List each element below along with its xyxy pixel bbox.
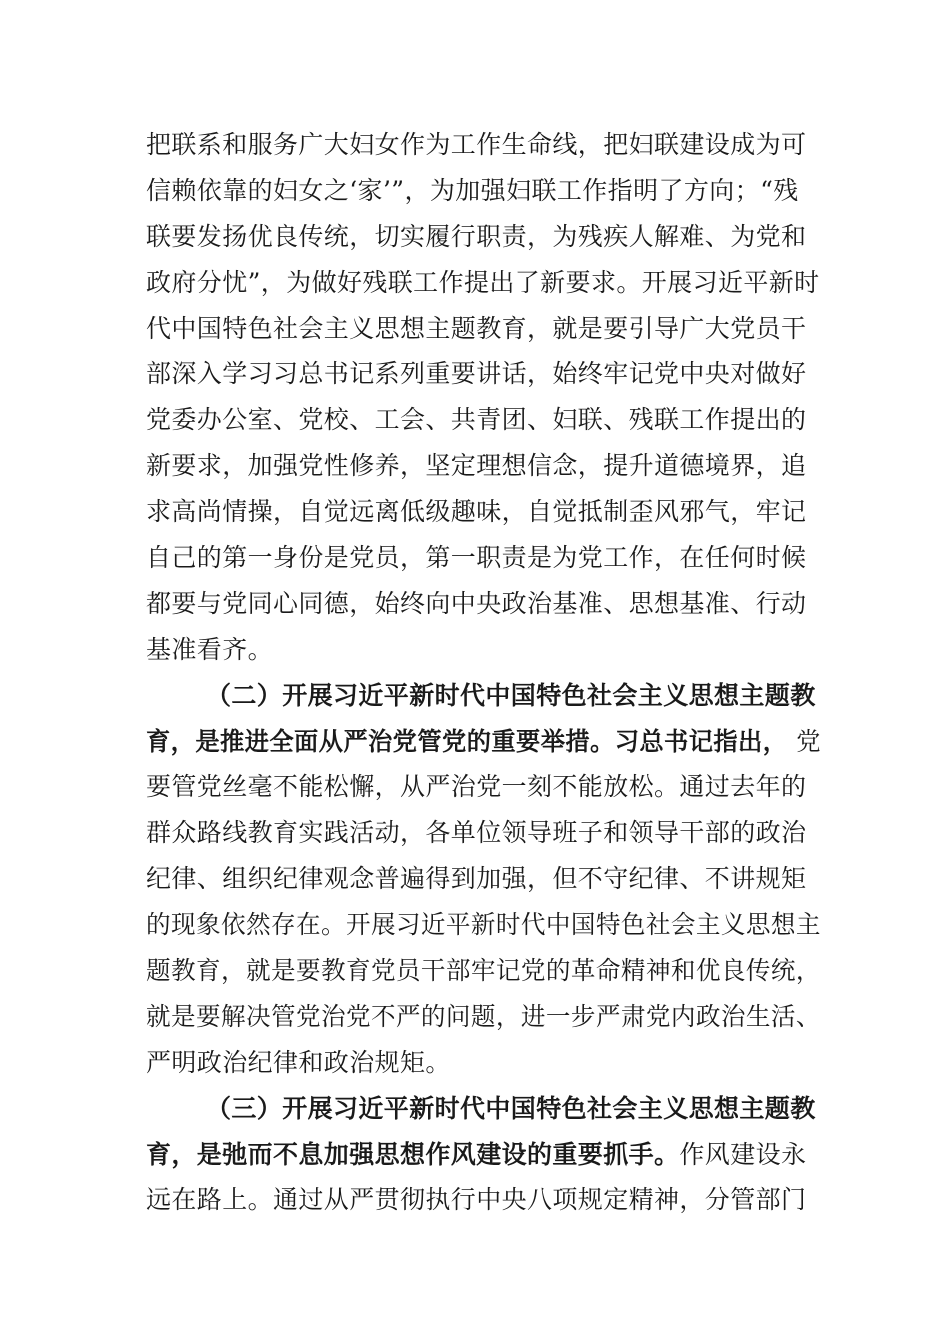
bold-heading-text: 育，是弛而不息加强思想作风建设的重要抓手。 [146,1139,680,1169]
text-line [146,397,821,443]
line-text: 的现象依然存在。开展习近平新时代中国特色社会主义思想主 [146,910,821,940]
text-line [146,902,821,948]
text-line [146,810,821,856]
line-text: 题教育，就是要教育党员干部牢记党的革命精神和优良传统， [146,956,821,986]
text-line [146,1086,821,1132]
body-text [146,122,821,1223]
text-line [146,719,821,765]
line-text: 作风建设永 [679,1139,807,1169]
bold-heading-text: 育，是推进全面从严治党管党的重要举措。习总书记指出， [146,726,797,756]
line-text: 自己的第一身份是党员，第一职责是为党工作，在任何时候 [146,543,807,573]
line-text: 都要与党同心同德，始终向中央政治基准、思想基准、行动 [146,588,807,618]
line-text: 信赖依靠的妇女之‘家’”，为加强妇联工作指明了方向；“残 [146,175,799,205]
bold-heading-text: （三）开展习近平新时代中国特色社会主义思想主题教 [206,1093,816,1123]
line-text: 纪律、组织纪律观念普遍得到加强，但不守纪律、不讲规矩 [146,864,807,894]
text-line [146,214,821,260]
text-line [146,994,821,1040]
text-line [146,260,821,306]
text-line [146,168,821,214]
line-text: 要管党丝毫不能松懈，从严治党一刻不能放松。通过去年的 [146,772,807,802]
line-text: 就是要解决管党治党不严的问题，进一步严肃党内政治生活、 [146,1001,821,1031]
text-line [146,1132,821,1178]
line-text: 求高尚情操，自觉远离低级趣味，自觉抵制歪风邪气，牢记 [146,497,807,527]
text-line [146,306,821,352]
text-line [146,122,821,168]
line-text: 党 [796,726,821,756]
line-text: 部深入学习习总书记系列重要讲话，始终牢记党中央对做好 [146,359,807,389]
text-line [146,443,821,489]
line-text: 党委办公室、党校、工会、共青团、妇联、残联工作提出的 [146,405,807,435]
line-text: 群众路线教育实践活动，各单位领导班子和领导干部的政治 [146,818,807,848]
text-line [146,351,821,397]
line-text: 新要求，加强党性修养，坚定理想信念，提升道德境界，追 [146,451,807,481]
text-line [146,764,821,810]
text-line [146,856,821,902]
line-text: 代中国特色社会主义思想主题教育，就是要引导广大党员干 [146,313,807,343]
bold-heading-text: （二）开展习近平新时代中国特色社会主义思想主题教 [206,680,816,710]
text-line [146,948,821,994]
text-line [146,489,821,535]
text-line [146,673,821,719]
text-line [146,581,821,627]
text-line [146,1040,821,1086]
text-line [146,1177,821,1223]
line-text: 远在路上。通过从严贯彻执行中央八项规定精神，分管部门 [146,1185,807,1215]
line-text: 政府分忧”，为做好残联工作提出了新要求。开展习近平新时 [146,267,820,297]
text-line [146,627,821,673]
line-text: 把联系和服务广大妇女作为工作生命线，把妇联建设成为可 [146,130,807,159]
line-text: 严明政治纪律和政治规矩。 [146,1047,451,1077]
text-line [146,535,821,581]
line-text: 基准看齐。 [146,634,274,664]
line-text: 联要发扬优良传统，切实履行职责，为残疾人解难、为党和 [146,221,807,251]
